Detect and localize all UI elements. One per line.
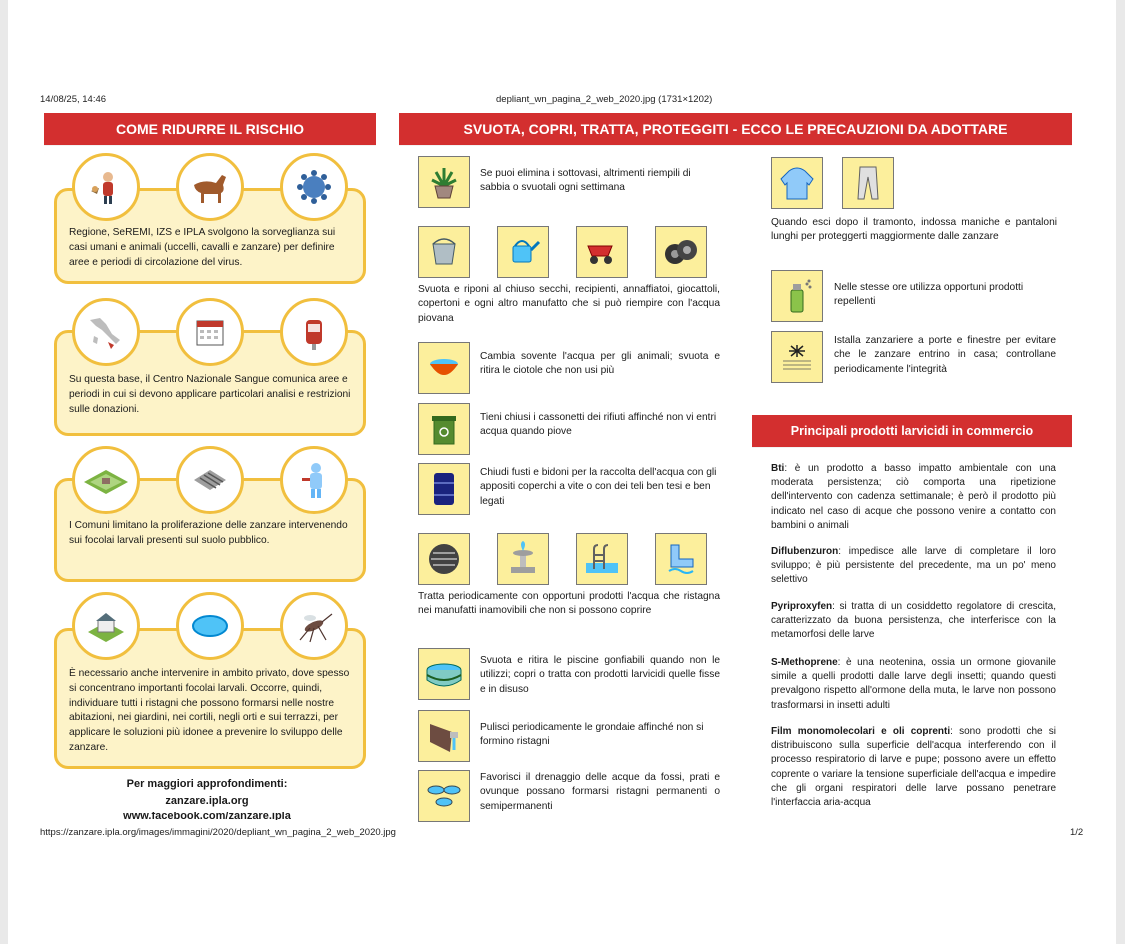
barrel-icon [418,463,470,515]
trousers-icon [842,157,894,209]
house-icon [72,592,140,660]
more-info-site-link[interactable]: zanzare.ipla.org [165,795,249,807]
pond-icon [176,592,244,660]
tires-icon [655,226,707,278]
pdf-page [8,0,1116,944]
tip-text: Quando esci dopo il tramonto, indossa maniche e pantaloni lunghi per proteggerti maggiormente dalle zanzare [771,217,1057,243]
print-datetime: 14/08/25, 14:46 [40,94,107,105]
pipe-icon [655,533,707,585]
watering-can-icon [497,226,549,278]
product-film-oils [771,725,1056,810]
pool-ladder-icon [576,533,628,585]
product-name: Film monomolecolari e oli coprenti [771,726,951,737]
plant-pot-icon [418,156,470,208]
screen-net-icon [771,331,823,383]
product-diflubenzuron [771,545,1056,588]
product-desc: : si tratta di un cosiddetto regolatore di crescita, caratterizzato da buona persistenza, che interferisce con la metamorfosi delle larve [771,601,1056,641]
product-desc: : è una neotenina, ossia un ormone giovanile simile a quelli prodotti dalle larve degli insetti; quando questi prevalgono rispetto all'ormone della muta, le larve non possono trasformarsi in insetti adulti [771,657,1056,711]
inflatable-pool-icon [418,648,470,700]
left-banner: COME RIDURRE IL RISCHIO [44,113,376,145]
product-s-methoprene [771,656,1056,713]
product-bti [771,462,1056,533]
print-page-number: 1/2 [1070,827,1084,838]
tip-text: Svuota e ritira le piscine gonfiabili quando non le utilizzi; copri o tratta con prodotti larvicidi quelle fisse e in disuso [480,655,720,695]
calendar-icon [176,298,244,366]
tip-text: Chiudi fusti e bidoni per la raccolta dell'acqua con gli appositi coperchi a vite o con dei teli ben tesi e ben legati [480,467,717,507]
card-text: I Comuni limitano la proliferazione delle zanzare intervenendo sui focolai larvali presenti sul suolo pubblico. [69,520,348,546]
print-doc-title: depliant_wn_pagina_2_web_2020.jpg (1731×1202) [496,94,713,105]
tip-text: Tieni chiusi i cassonetti dei rifiuti affinché non vi entri acqua quando piove [480,412,717,438]
product-pyriproxyfen [771,600,1056,643]
blood-bag-icon [280,298,348,366]
horse-icon [176,153,244,221]
product-desc: : impedisce alle larve di completare il loro sviluppo; è più persistente del precedente, ma un po' meno selettivo [771,546,1056,586]
wheelbarrow-icon [576,226,628,278]
manhole-icon [418,533,470,585]
product-name: Bti [771,463,785,474]
product-desc: : sono prodotti che si distribuiscono sulla superficie dell'acqua interferendo con il processo respiratorio di larve e pupe; possono avere un effetto coprente o variare la tensione superficiale dell'acqua e impedire che gli organi respiratori delle larve possano penetrare l'interfaccia aria-acqua [771,726,1056,808]
product-name: Pyriproxyfen [771,601,833,612]
print-url: https://zanzare.ipla.org/images/immagini/2020/depliant_wn_pagina_2_web_2020.jpg [40,827,396,838]
italy-map-icon [72,298,140,366]
tip-text: Favorisci il drenaggio delle acque da fossi, prati e ovunque possano formarsi ristagni permanenti o semipermanenti [480,772,720,812]
tip-text: Nelle stesse ore utilizza opportuni prodotti repellenti [834,282,1024,308]
park-icon [72,446,140,514]
hoodie-icon [771,157,823,209]
bin-icon [418,403,470,455]
card-text: Regione, SeREMI, IZS e IPLA svolgono la sorveglianza sui casi umani e animali (uccelli, cavalli e zanzare) per definire aree e periodi di circolazione del virus. [69,227,336,268]
tip-text: Svuota e riponi al chiuso secchi, recipienti, annaffiatoi, giocattoli, copertoni e ogni altro manufatto che si può riempire con l'acqua piovana [418,284,720,324]
pet-bowl-icon [418,342,470,394]
more-info-title: Per maggiori approfondimenti: [126,778,288,790]
more-info-facebook-link[interactable]: www.facebook.com/zanzare.ipla [123,812,291,820]
product-name: Diflubenzuron [771,546,839,557]
card-text: È necessario anche intervenire in ambito privato, dove spesso si concentrano importanti focolai larvali. Occorre, quindi, individuare tutti i ristagni che possono formarsi nelle nostre abitazioni, nei giardini, nei cortili, negli orti e sui terrazzi, per applicare le soluzioni più idonee a prevenire lo sviluppo delle zanzare. [69,668,350,753]
sprayer-worker-icon [280,446,348,514]
virus-icon [280,153,348,221]
tip-text: Se puoi elimina i sottovasi, altrimenti riempili di sabbia o svuotali ogni settimana [480,168,691,194]
fountain-icon [497,533,549,585]
person-bird-icon [72,153,140,221]
bucket-icon [418,226,470,278]
gutter-icon [418,710,470,762]
right-banner: SVUOTA, COPRI, TRATTA, PROTEGGITI - ECCO LE PRECAUZIONI DA ADOTTARE [399,113,1072,145]
drainage-icon [418,770,470,822]
tip-text: Cambia sovente l'acqua per gli animali; svuota e ritira le ciotole che non usi più [480,351,720,377]
drain-grate-icon [176,446,244,514]
tip-text: Istalla zanzariere a porte e finestre per evitare che le zanzare entrino in casa; controllane periodicamente l'integrità [834,335,1056,375]
tip-text: Pulisci periodicamente le grondaie affinché non si formino ristagni [480,722,704,748]
mosquito-icon [280,592,348,660]
tip-text: Tratta periodicamente con opportuni prodotti l'acqua che ristagna nei manufatti inamovibili che non si possono coprire [418,591,720,617]
card-text: Su questa base, il Centro Nazionale Sangue comunica aree e periodi in cui si devono applicare particolari analisi e restrizioni sulle donazioni. [69,374,351,415]
product-name: S-Methoprene [771,657,838,668]
spray-icon [771,270,823,322]
products-banner: Principali prodotti larvicidi in commercio [752,415,1072,447]
product-desc: : è un prodotto a basso impatto ambientale con una moderata persistenza; ciò comporta una ripetizione dell'intervento con cadenza settimanale; è però il prodotto più indicato nel caso di acque che possono venire a contatto con bambini o animali [771,463,1056,531]
